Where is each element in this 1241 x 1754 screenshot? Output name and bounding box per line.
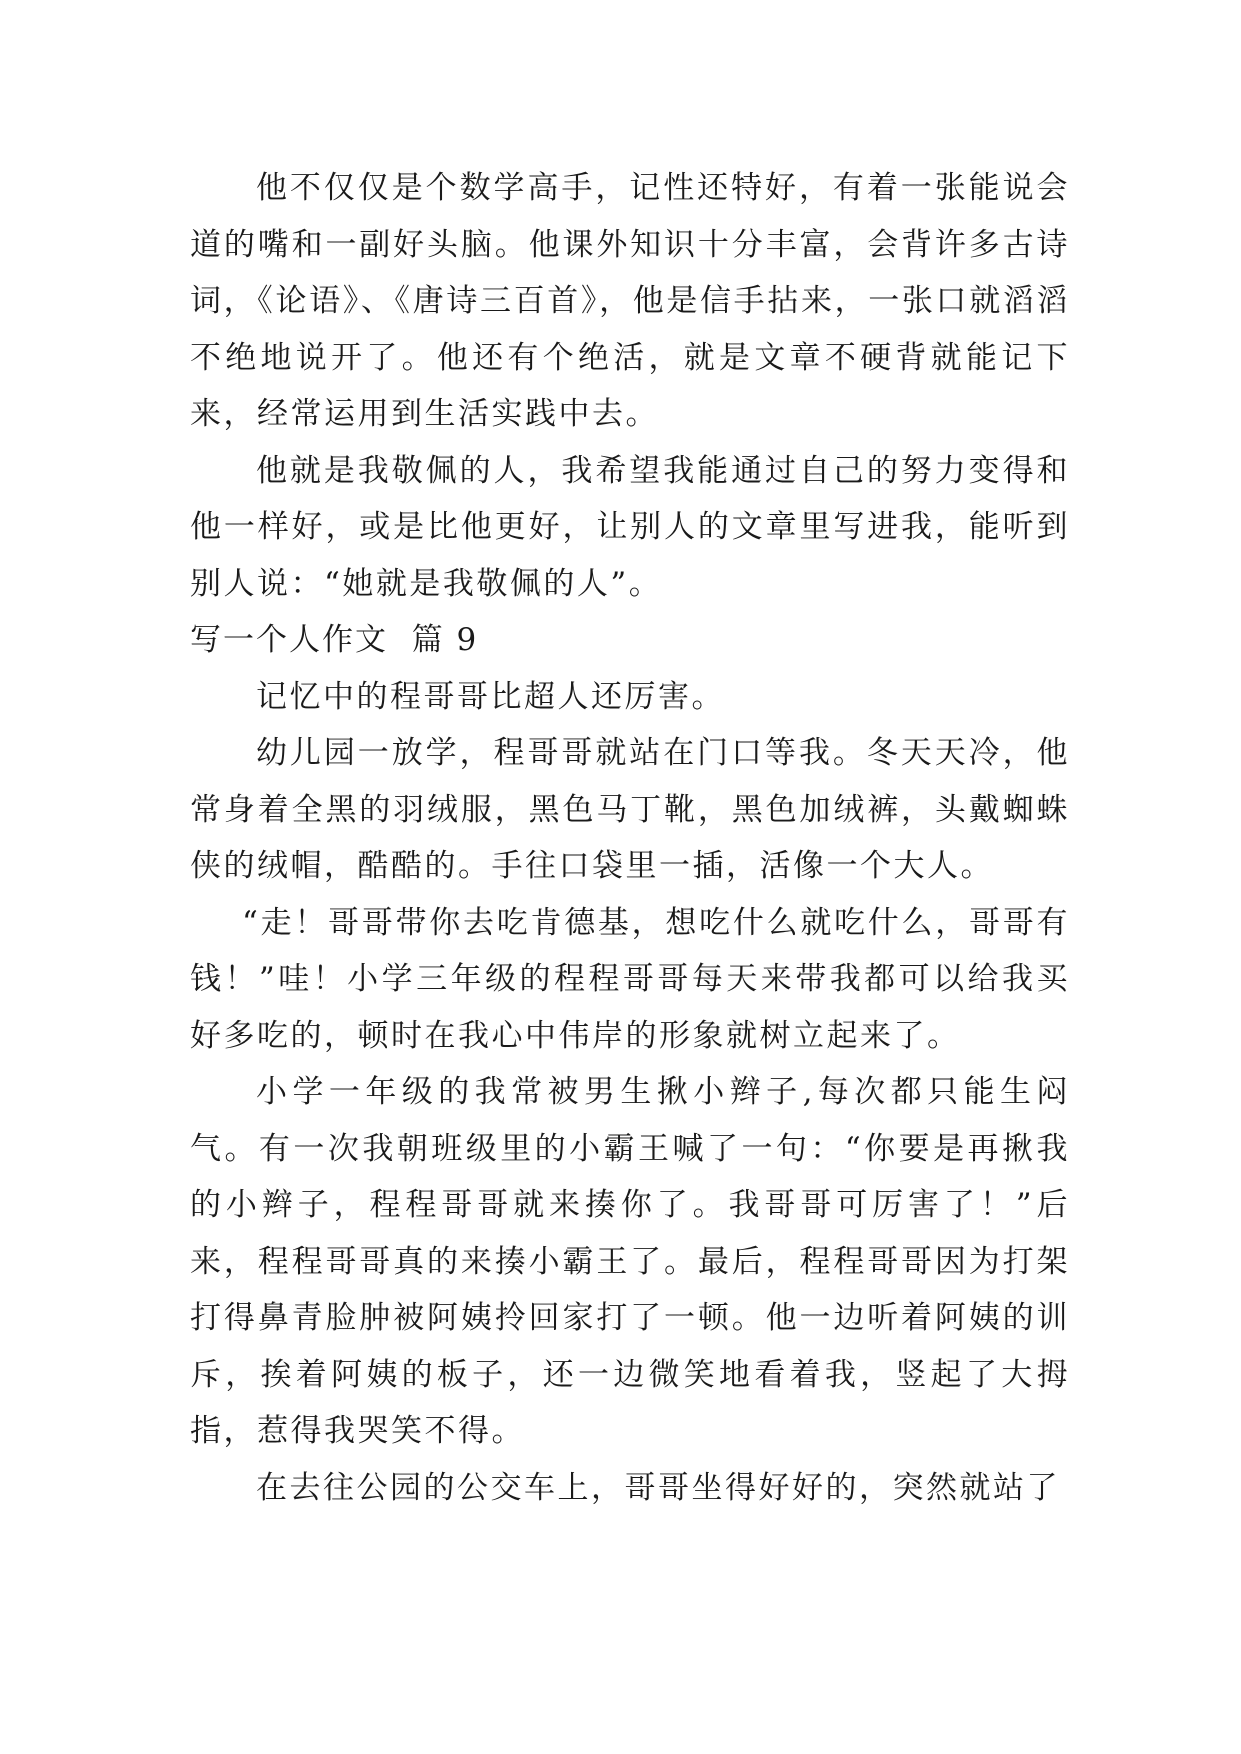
document-body	[190, 160, 1070, 1516]
paragraph: 小学一年级的我常被男生揪小辫子,每次都只能生闷气。有一次我朝班级里的小霸王喊了一句：“你要是再揪我的小辫子，程程哥哥就来揍你了。我哥哥可厉害了！”后来，程程哥哥真的来揍小霸王了。最后，程程哥哥因为打架打得鼻青脸肿被阿姨拎回家打了一顿。他一边听着阿姨的训斥，挨着阿姨的板子，还一边微笑地看着我，竖起了大拇指，惹得我哭笑不得。	[190, 1074, 1070, 1449]
paragraph: 他不仅仅是个数学高手，记性还特好，有着一张能说会道的嘴和一副好头脑。他课外知识十分丰富，会背许多古诗词，《论语》、《唐诗三百首》，他是信手拈来，一张口就滔滔不绝地说开了。他还有个绝活，就是文章不硬背就能记下来，经常运用到生活实践中去。	[190, 170, 1070, 432]
paragraph: 他就是我敬佩的人，我希望我能通过自己的努力变得和他一样好，或是比他更好，让别人的文章里写进我，能听到别人说：“她就是我敬佩的人”。	[190, 452, 1070, 602]
paragraph: 幼儿园一放学，程哥哥就站在门口等我。冬天天冷，他常身着全黑的羽绒服，黑色马丁靴，黑色加绒裤，头戴蜘蛛侠的绒帽，酷酷的。手往口袋里一插，活像一个大人。	[190, 735, 1070, 884]
paragraph: “走！哥哥带你去吃肯德基，想吃什么就吃什么，哥哥有钱！”哇！小学三年级的程程哥哥每天来带我都可以给我买好多吃的，顿时在我心中伟岸的形象就树立起来了。	[190, 904, 1070, 1054]
section-heading: 写一个人作文 篇 9	[190, 622, 479, 658]
paragraph: 记忆中的程哥哥比超人还厉害。	[256, 678, 725, 715]
paragraph: 在去往公园的公交车上，哥哥坐得好好的，突然就站了	[256, 1469, 1060, 1506]
